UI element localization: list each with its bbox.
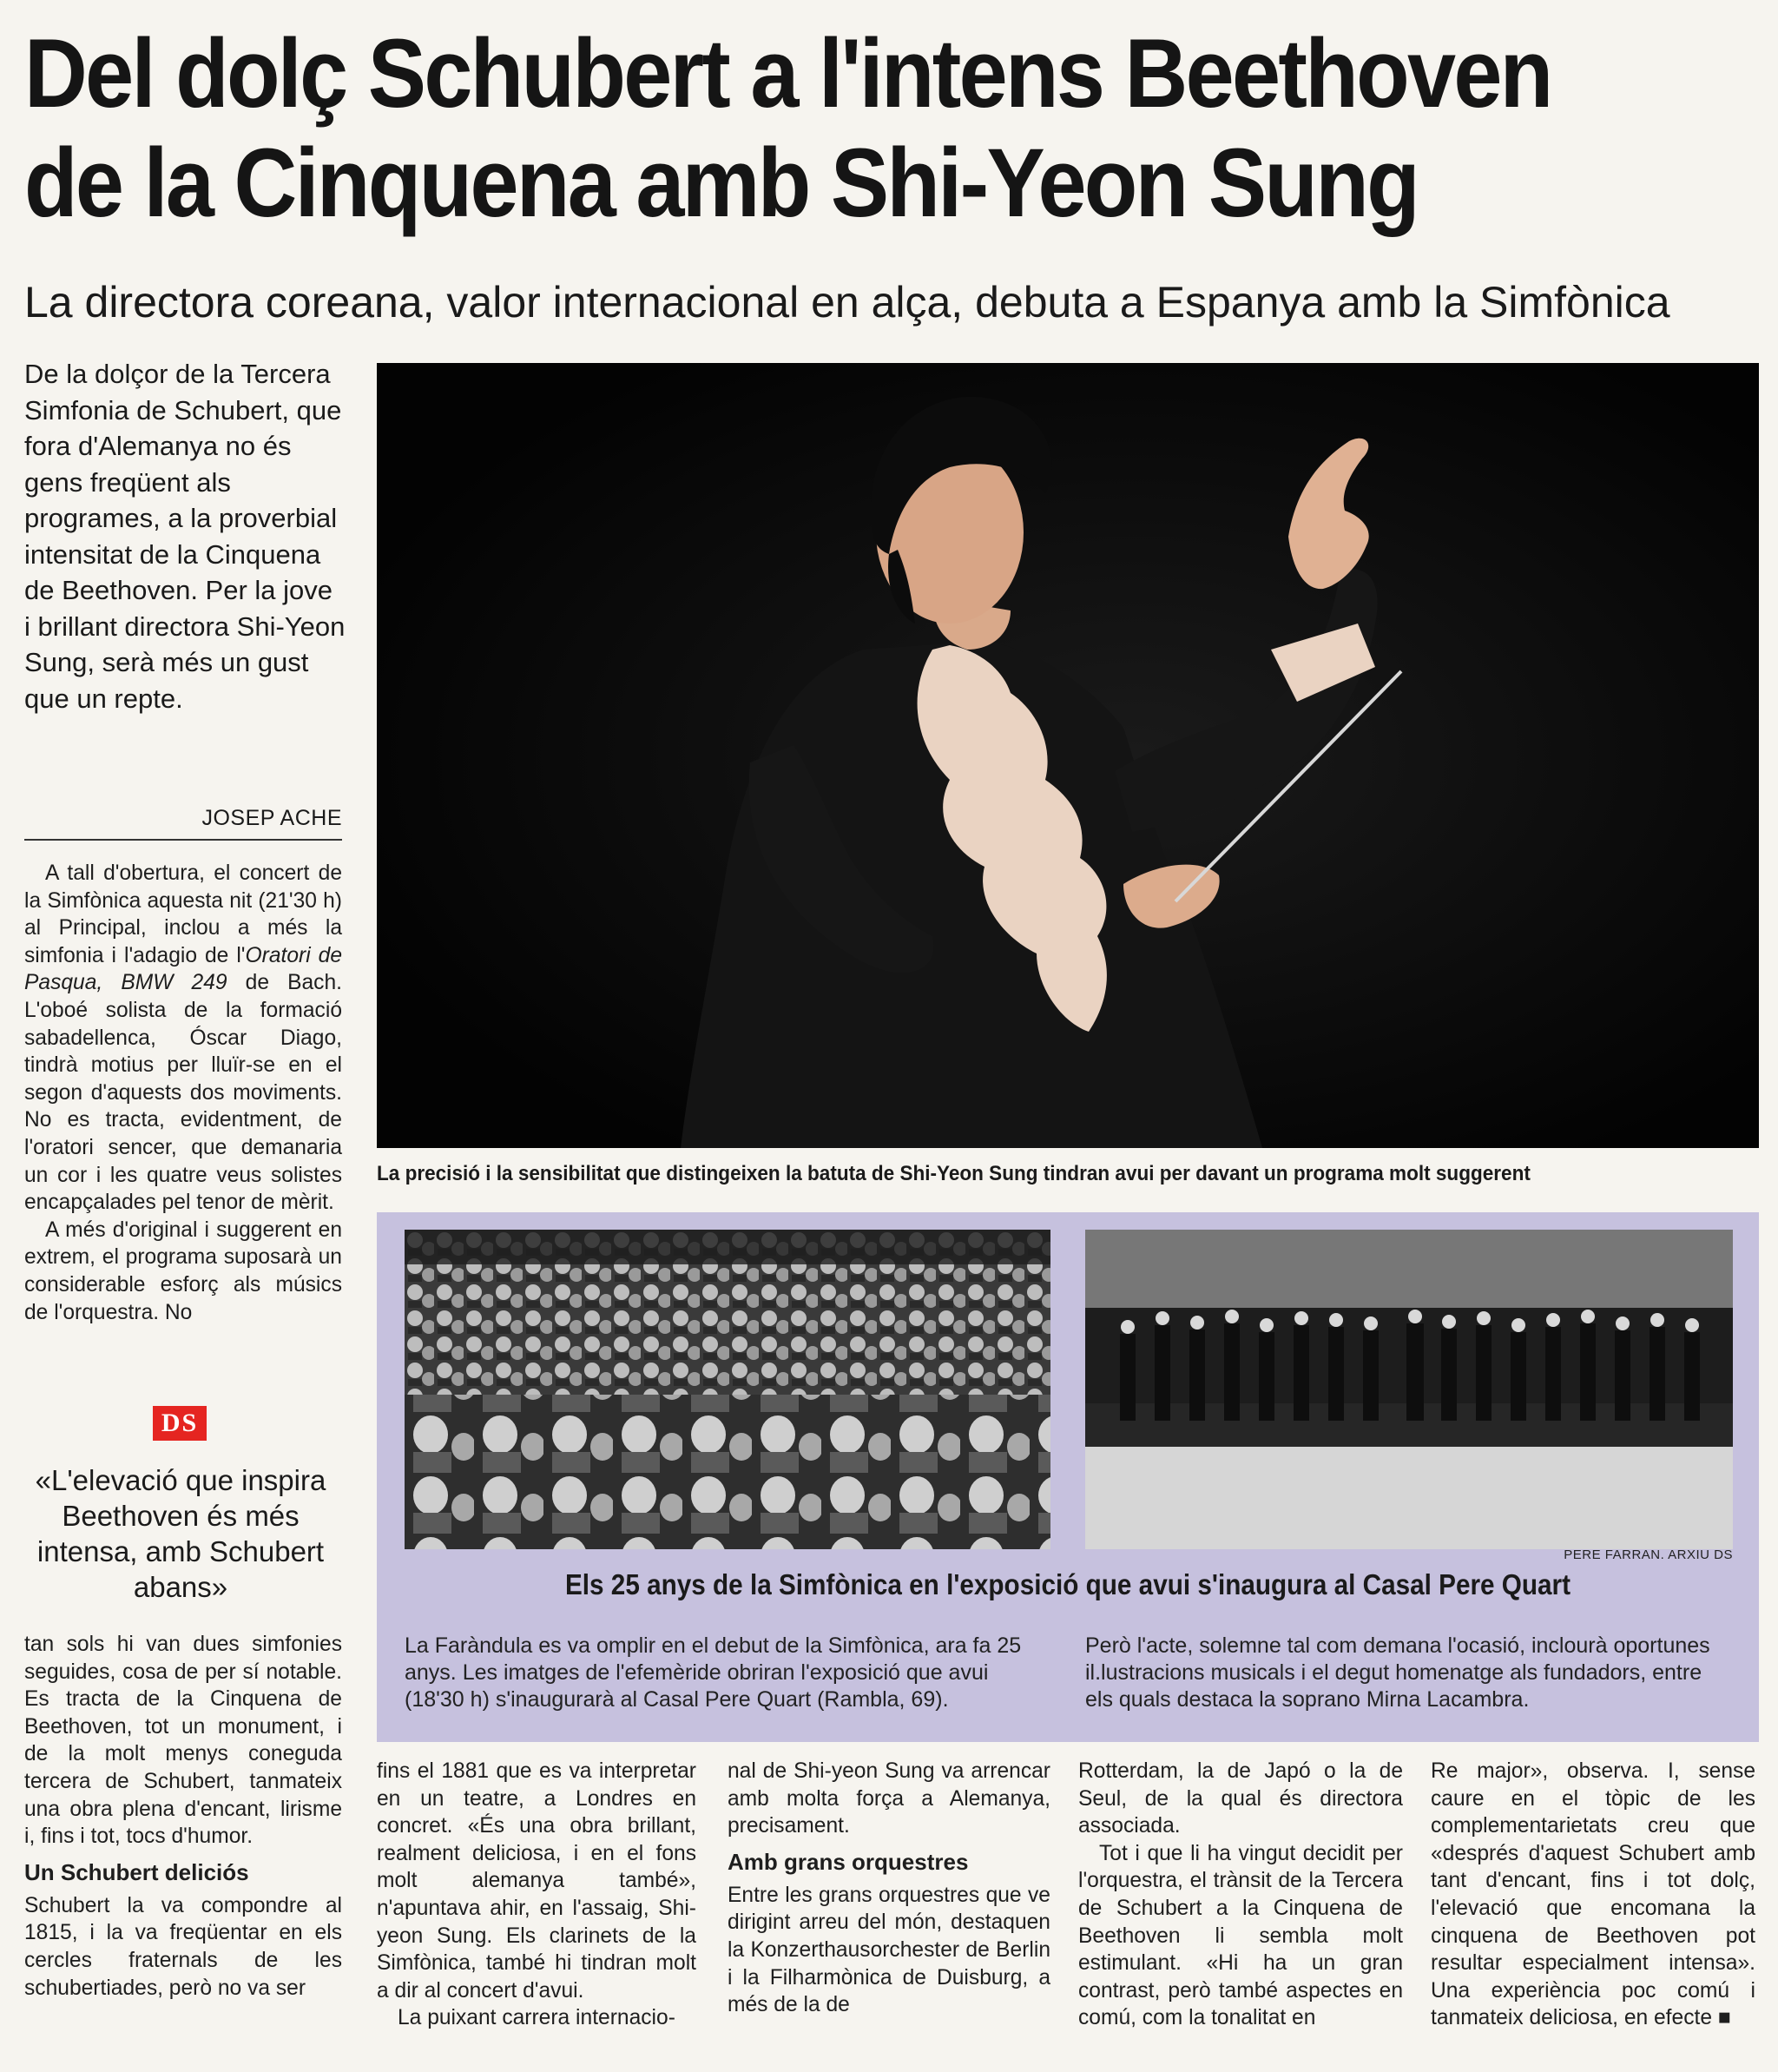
byline-divider <box>24 839 342 841</box>
column-3-paragraph-1: nal de Shi-yeon Sung va arrencar amb molta força a Alemanya, precisament. <box>728 1759 1050 1838</box>
column-1-paragraph-1 <box>24 860 342 1217</box>
column-2 <box>377 1758 696 2032</box>
headline <box>24 19 1579 238</box>
column-1b-paragraph-1: tan sols hi van dues simfonies seguides, cosa de per sí notable. Es tracta de la Cinquena de Beethoven, tot un monument, i de la molt menys coneguda tercera de Schubert, tanmateix una obra plena d'encant, lirisme i, fins i tot, tocs d'humor. <box>24 1633 342 1849</box>
lead-text: De la dolçor de la Tercera Simfonia de Schubert, que fora d'Alemanya no és gens freqüent als programes, a la proverbial intensitat de la Cinquena de Beethoven. Per la jove i brillant directora Shi-Yeon Sung, serà més un gust que un repte. <box>24 359 346 714</box>
ds-logo: DS <box>153 1406 207 1441</box>
orchestra-illustration <box>1085 1230 1733 1549</box>
conductor-illustration <box>377 363 1759 1148</box>
column-1-text-a: A tall d'obertura, el concert de la Simfònica aquesta nit (21'30 h) al Principal, inclou a més la simfonia i l'adagio de l' <box>24 861 342 967</box>
photo-caption: La precisió i la sensibilitat que distingeixen la batuta de Shi-Yeon Sung tindran avui per davant un programa molt suggerent <box>377 1162 1531 1185</box>
photo-credit: PERE FARRAN. ARXIU DS <box>1564 1547 1733 1562</box>
end-mark: ■ <box>1717 2006 1731 2030</box>
audience-illustration <box>405 1230 1050 1549</box>
column-1-text-b: de Bach. L'oboé solista de la formació sabadellenca, Óscar Diago, tindrà motius per lluïr-se en el segon d'aquests dos moviments. No es tracta, evidentment, de l'oratori sencer, que demanaria un cor i les quatre veus solistes encapçalades pel tenor de mèrit. <box>24 971 342 1215</box>
column-4-paragraph-2: Tot i que li ha vingut decidit per l'orquestra, el trànsit de la Tercera de Schubert a la Cinquena de Beethoven li sembla molt estimulant. «Hi ha un gran contrast, però també aspectes en comú, com la tonalitat en <box>1078 1841 1403 2030</box>
column-1-top <box>24 860 342 1326</box>
column-2-paragraph-2: La puixant carrera internacio- <box>398 2006 675 2030</box>
column-3 <box>728 1758 1050 2019</box>
column-1-bottom <box>24 1631 342 2002</box>
column-4-paragraph-1: Rotterdam, la de Japó o la de Seul, de la qual és directora associada. <box>1078 1759 1403 1838</box>
column-5-paragraph-1 <box>1431 1758 1755 2032</box>
pull-quote: «L'elevació que inspira Beethoven és més intensa, amb Schubert abans» <box>35 1464 326 1603</box>
section-subhead-orchestras: Amb grans orquestres <box>728 1848 969 1875</box>
exhibition-title: Els 25 anys de la Simfònica en l'exposició que avui s'inaugura al Casal Pere Quart <box>564 1568 1571 1600</box>
conductor-photo <box>377 363 1759 1148</box>
column-5 <box>1431 1758 1755 2032</box>
headline-line-1: Del dolç Schubert a l'intens Beethoven <box>24 19 1551 128</box>
orchestra-photo <box>1085 1230 1733 1549</box>
headline-line-2: de la Cinquena amb Shi-Yeon Sung <box>24 129 1419 237</box>
column-4 <box>1078 1758 1403 2032</box>
exhibition-text-right: Però l'acte, solemne tal com demana l'ocasió, inclourà oportunes il.lustracions musicals i el degut homenatge als fundadors, entre els quals destaca la soprano Mirna Lacambra. <box>1085 1633 1710 1712</box>
exhibition-text-left: La Faràndula es va omplir en el debut de la Simfònica, ara fa 25 anys. Les imatges de l'efemèride obriran l'exposició que avui (18'30 h) s'inaugurarà al Casal Pere Quart (Rambla, 69). <box>405 1633 1022 1712</box>
column-5-text: Re major», observa. I, sense caure en el tòpic de les complementarietats creu que «després d'aquest Schubert amb tant d'encant, fins i tot dolç, l'elevació que encomana la cinquena de Beethoven pot resultar especialment intensa». Una experiència poc comú i tanmateix deliciosa, en efecte <box>1431 1759 1755 2030</box>
subheadline: La directora coreana, valor internacional en alça, debuta a Espanya amb la Simfònica <box>24 278 1670 327</box>
byline: JOSEP ACHE <box>201 806 342 830</box>
lead-paragraph <box>24 356 346 716</box>
audience-photo <box>405 1230 1050 1549</box>
column-1b-paragraph-2: Schubert la va compondre al 1815, i la va freqüentar en els cercles fraternals de les schubertiades, però no va ser <box>24 1893 342 2000</box>
column-3-paragraph-2: Entre les grans orquestres que ve dirigint arreu del món, destaquen la Konzerthausorchester de Berlin i la Filharmònica de Duisburg, a més de la de <box>728 1883 1050 2017</box>
section-subhead-schubert: Un Schubert deliciós <box>24 1858 249 1885</box>
work-title: Oratori de Pasqua, BMW 249 <box>24 943 342 995</box>
column-2-paragraph-1: fins el 1881 que es va interpretar en un teatre, a Londres en concret. «És una obra brillant, realment deliciosa, i en el fons molt alemanya també», n'apuntava ahir, en l'assaig, Shi-yeon Sung. Els clarinets de la Simfònica, també hi tindran molt a dir al concert d'avui. <box>377 1759 696 2003</box>
column-1-paragraph-2: A més d'original i suggerent en extrem, el programa suposarà un considerable esforç als músics de l'orquestra. No <box>24 1217 342 1324</box>
